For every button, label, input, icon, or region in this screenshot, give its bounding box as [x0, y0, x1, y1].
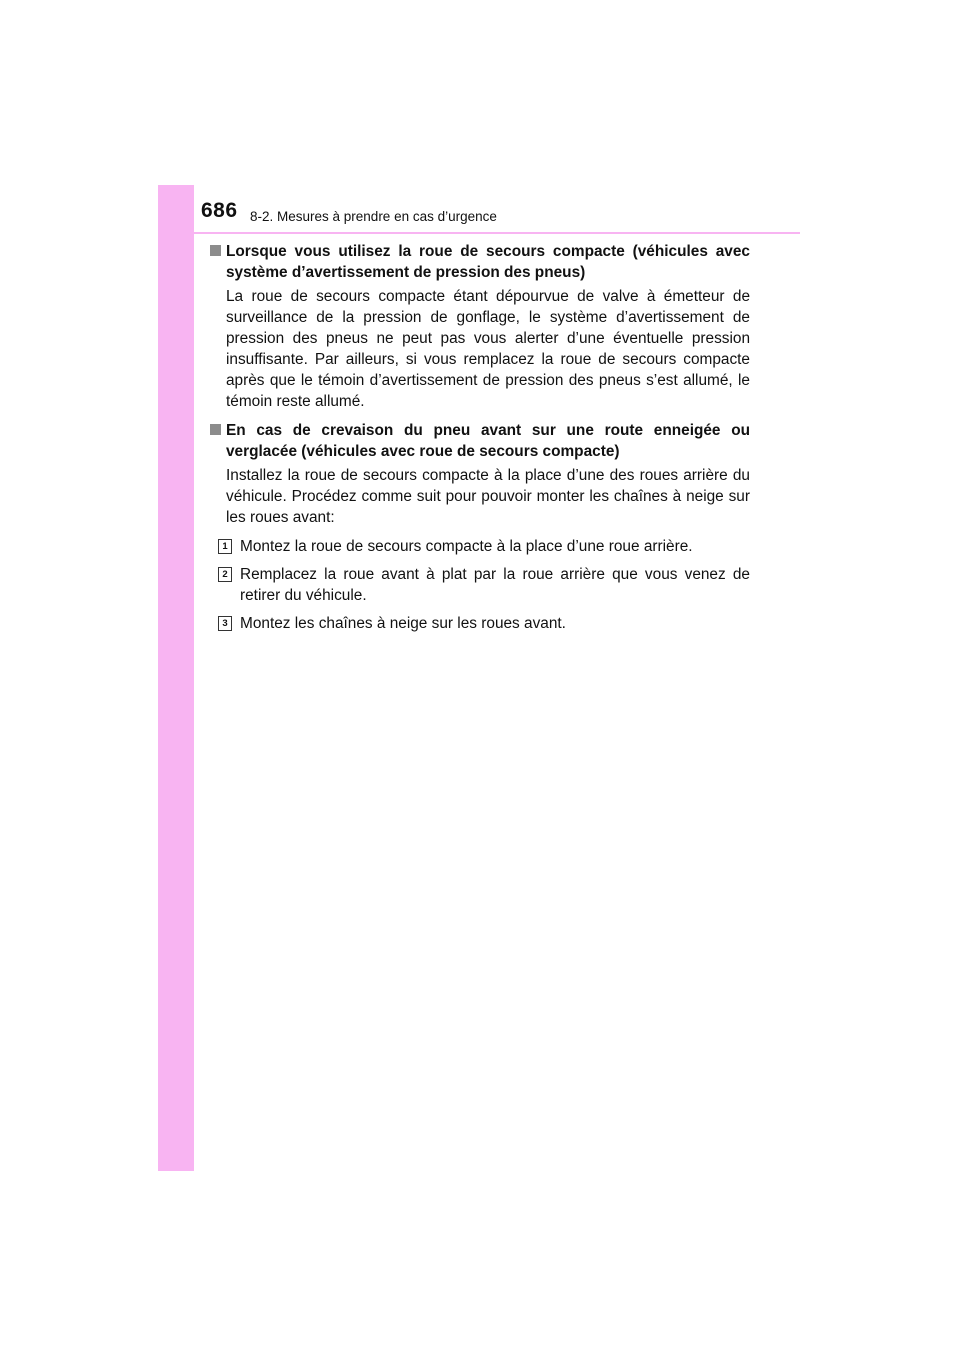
step-number-badge: 3 — [218, 616, 232, 631]
step-number-badge: 1 — [218, 539, 232, 554]
square-bullet-icon — [210, 424, 221, 435]
step-list — [210, 536, 750, 634]
step-number-badge: 2 — [218, 567, 232, 582]
section-heading: Lorsque vous utilisez la roue de secours compacte (véhicules avec système d’avertissement de pression des pneus) — [226, 243, 750, 281]
section-heading: En cas de crevaison du pneu avant sur une route enneigée ou verglacée (véhicules avec roue de secours compacte) — [226, 422, 750, 460]
step-item — [210, 536, 750, 557]
page-number: 686 — [201, 199, 238, 222]
step-text: Montez les chaînes à neige sur les roues avant. — [240, 615, 566, 632]
section-body: Installez la roue de secours compacte à la place d’une des roues arrière du véhicule. Procédez comme suit pour pouvoir monter les chaînes à neige sur les roues avant: — [226, 467, 750, 526]
step-item — [210, 613, 750, 634]
page-content — [210, 241, 750, 641]
section-body: La roue de secours compacte étant dépourvue de valve à émetteur de surveillance de la pression de gonflage, le système d’avertissement de pression des pneus ne peut pas vous alerter d’une éventuelle pression insuffisante. Par ailleurs, si vous remplacez la roue de secours compacte après que le témoin d’avertissement de pression des pneus s’est allumé, le témoin reste allumé. — [226, 288, 750, 410]
section-front-flat-snow — [210, 420, 750, 462]
section-spare-wheel-tpms — [210, 241, 750, 283]
step-text: Remplacez la roue avant à plat par la roue arrière que vous venez de retirer du véhicule. — [240, 566, 750, 604]
side-color-band — [158, 185, 194, 1171]
step-text: Montez la roue de secours compacte à la place d’une roue arrière. — [240, 538, 693, 555]
header-rule — [194, 232, 800, 234]
section-title: 8-2. Mesures à prendre en cas d’urgence — [250, 209, 497, 224]
square-bullet-icon — [210, 245, 221, 256]
step-item — [210, 564, 750, 606]
